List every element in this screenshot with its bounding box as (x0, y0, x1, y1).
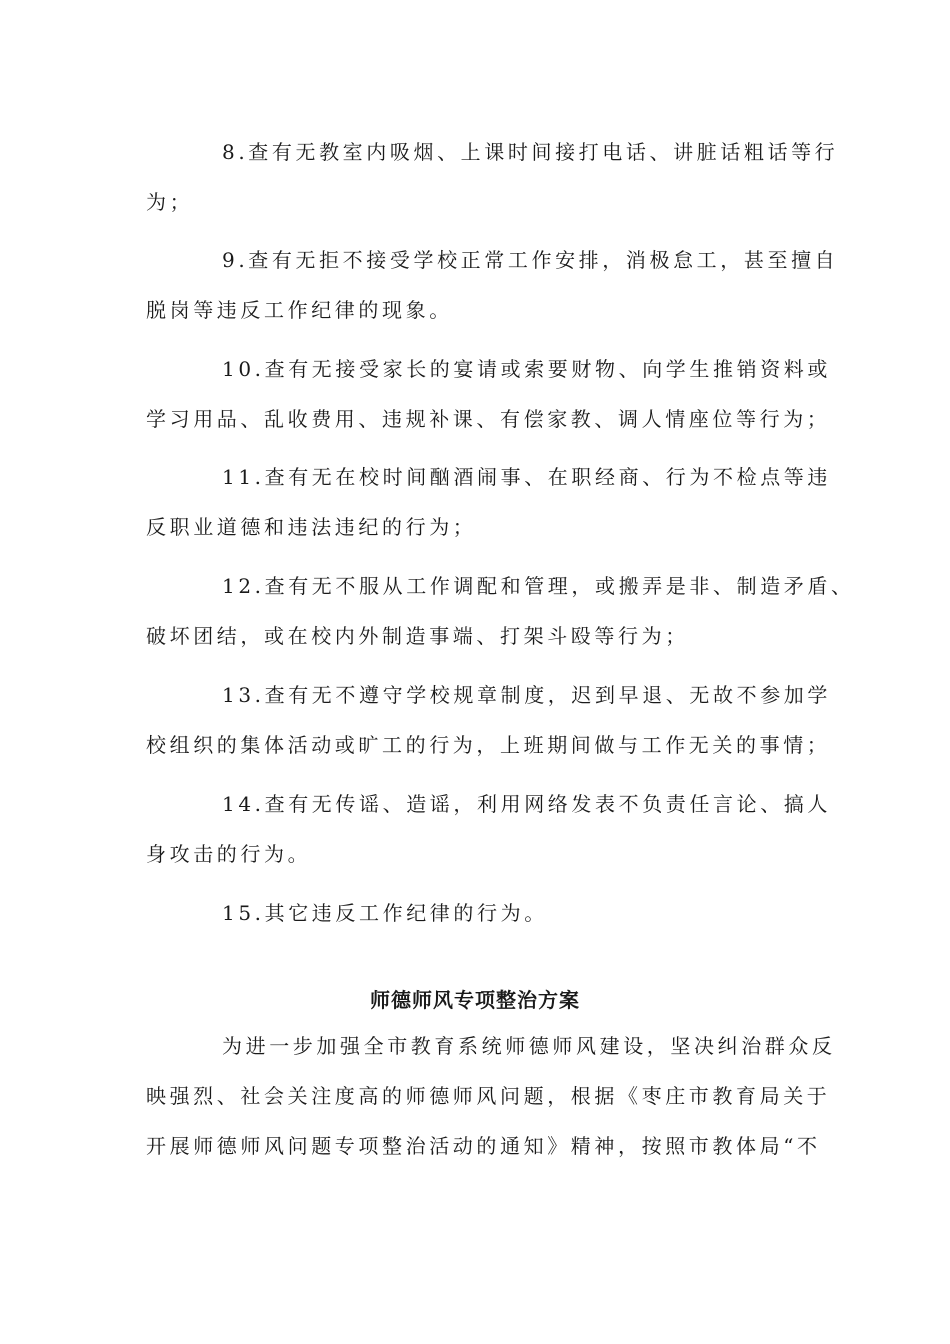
section-paragraph-line-3: 开展师德师风问题专项整治活动的通知》精神，按照市教体局“不 (146, 1134, 821, 1158)
item-11-line-1: 11.查有无在校时间酗酒闹事、在职经商、行为不检点等违 (222, 465, 832, 489)
item-15-line-1: 15.其它违反工作纪律的行为。 (222, 901, 548, 925)
item-10-line-1: 10.查有无接受家长的宴请或索要财物、向学生推销资料或 (222, 357, 832, 381)
item-8-line-2: 为； (146, 190, 194, 214)
item-9-line-1: 9.查有无拒不接受学校正常工作安排，消极怠工，甚至擅自 (222, 248, 839, 272)
item-13-line-1: 13.查有无不遵守学校规章制度，迟到早退、无故不参加学 (222, 683, 832, 707)
section-paragraph-line-2: 映强烈、社会关注度高的师德师风问题，根据《枣庄市教育局关于 (146, 1084, 831, 1108)
item-9-line-2: 脱岗等违反工作纪律的现象。 (146, 298, 453, 322)
item-10-line-2: 学习用品、乱收费用、违规补课、有偿家教、调人情座位等行为； (146, 407, 831, 431)
section-paragraph-line-1: 为进一步加强全市教育系统师德师风建设，坚决纠治群众反 (222, 1034, 836, 1058)
item-14-line-2: 身攻击的行为。 (146, 842, 312, 866)
item-8-line-1: 8.查有无教室内吸烟、上课时间接打电话、讲脏话粗话等行 (222, 140, 839, 164)
section-title: 师德师风专项整治方案 (370, 988, 580, 1012)
item-14-line-1: 14.查有无传谣、造谣，利用网络发表不负责任言论、搞人 (222, 792, 832, 816)
item-12-line-2: 破坏团结，或在校内外制造事端、打架斗殴等行为； (146, 624, 689, 648)
item-12-line-1: 12.查有无不服从工作调配和管理，或搬弄是非、制造矛盾、 (222, 574, 855, 598)
item-11-line-2: 反职业道德和违法违纪的行为； (146, 515, 477, 539)
item-13-line-2: 校组织的集体活动或旷工的行为，上班期间做与工作无关的事情； (146, 733, 831, 757)
